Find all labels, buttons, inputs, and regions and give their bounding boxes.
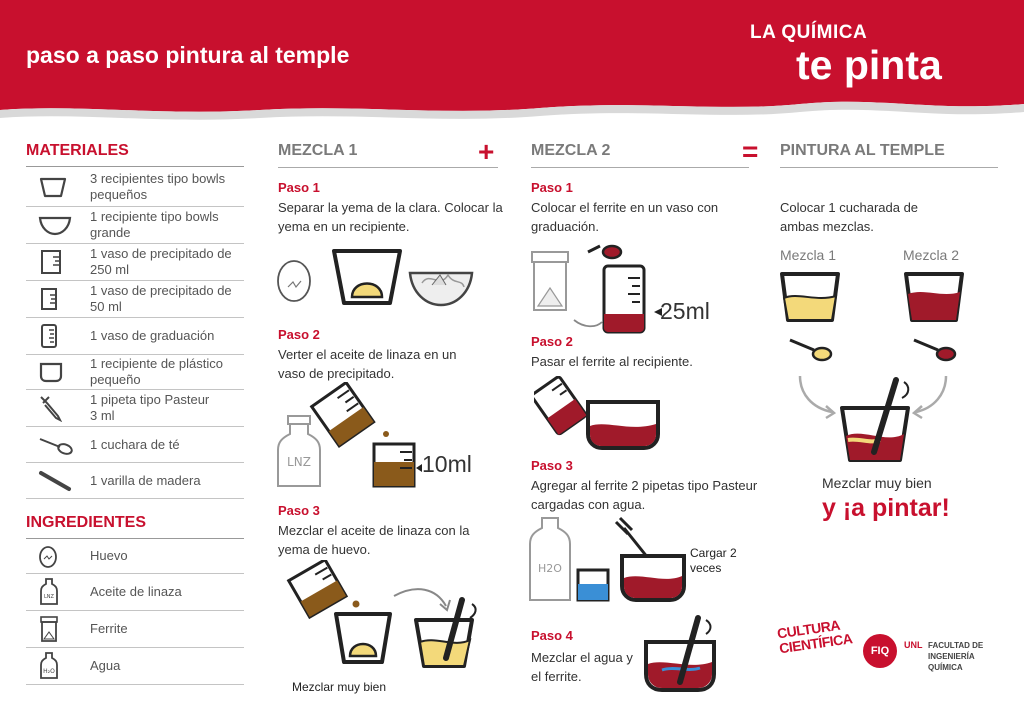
measure-25ml: 25ml [660,298,710,324]
ingredient-label: Huevo [90,548,128,563]
mixed-bowl-icon [842,380,908,460]
step-title: Paso 3 [278,503,320,518]
large-bowl-icon [38,214,72,236]
svg-text:H₂O: H₂O [43,668,55,675]
ingredient-row [26,610,244,647]
bowl-white-icon [410,273,472,305]
material-row [26,426,244,462]
bowl-yolk-icon [336,614,390,662]
plastic-container-icon [588,402,658,448]
material-row [26,354,244,389]
arrow-curve [394,589,446,606]
step3-illustration [286,560,506,680]
mezcla2-label: Mezcla 2 [903,247,960,263]
material-label: 1 varilla de madera [90,472,201,488]
divider [780,167,998,168]
m2-step3-illustration [528,514,688,604]
step-text: Agregar al ferrite 2 pipetas tipo Pasteur cargadas con agua. [531,478,758,512]
step-text: Pasar el ferrite al recipiente. [531,354,693,369]
ferrite-jar-icon [38,615,60,643]
mezclar-caption: Mezclar muy bien [292,680,387,694]
material-label: 1 recipiente de plástico pequeño [90,356,223,387]
svg-text:LNZ: LNZ [287,455,311,469]
step-title: Paso 4 [531,628,573,643]
egg-icon [38,543,58,569]
oil-bottle-icon [278,416,320,486]
step-text: Mezclar el agua y el ferrite. [531,650,633,684]
ingredient-row [26,573,244,610]
equals-operator: = [742,136,759,167]
plastic-container-icon [622,556,684,600]
graduated-cylinder-icon [38,322,60,350]
arrow-curve [574,320,602,326]
spoon-yellow-icon [790,340,831,360]
material-label: 1 vaso de precipitado de 250 ml [90,246,232,277]
water-bottle-icon [530,518,570,600]
step-title: Paso 1 [278,180,320,195]
bowl-yellow-icon [782,274,838,320]
water-bottle-icon [38,651,60,681]
step-text: Mezclar el aceite de linaza con la yema de huevo. [278,523,470,557]
wooden-stick-icon [38,470,72,492]
material-label: 3 recipientes tipo bowls pequeños [90,170,226,202]
material-row [26,280,244,317]
pouring-cylinder-icon [534,376,587,435]
ingredientes-heading: INGREDIENTES [26,514,147,531]
material-label: 1 recipiente tipo bowls grande [90,209,219,240]
page-title: paso a paso pintura al temple [26,42,350,68]
oil-drop [383,431,389,437]
step-text: Separar la yema de la clara. Colocar la yema en un recipiente. [278,200,503,234]
plus-operator: + [478,136,495,167]
final-big: y ¡a pintar! [822,494,950,522]
cargar-label: Cargar 2 veces [690,546,737,575]
ingredient-label: Agua [90,658,121,673]
material-row [26,206,244,243]
material-label: 1 vaso de graduación [90,328,215,343]
unl-label: UNL [904,640,923,650]
m2-step4-illustration [640,612,720,696]
step-title: Paso 2 [531,334,573,349]
teaspoon-icon [38,435,74,455]
plastic-container-icon [38,361,64,383]
svg-text:H2O: H2O [538,562,562,575]
m2-step2-illustration [534,376,664,451]
step2-illustration [276,382,426,492]
cultura-cientifica-text: CULTURA CIENTÍFICA [776,616,854,657]
ferrite-jar-icon [532,252,568,310]
ingredient-row [26,647,244,685]
svg-text:LNZ: LNZ [44,594,54,600]
step1-illustration [272,245,477,313]
brand-line-2: te pinta [796,42,942,88]
m2-step1-illustration [528,240,668,335]
pouring-beaker-icon [312,383,374,446]
step-text: Verter el aceite de linaza en un vaso de precipitado. [278,347,457,381]
beaker-50-icon [38,286,60,312]
spoon-icon [588,246,621,258]
beaker-50-icon [374,444,414,486]
fiq-logo: FIQ [863,634,897,668]
material-row [26,243,244,280]
step-title: Paso 3 [531,458,573,473]
material-row [26,389,244,426]
mezcla1-heading: MEZCLA 1 [278,142,358,159]
measure-10ml: 10ml [422,451,472,477]
step-title: Paso 2 [278,327,320,342]
spoon-red-icon [914,340,955,360]
material-row [26,167,244,206]
bowl-red-icon [906,274,962,320]
step-text: Colocar el ferrite en un vaso con graduación. [531,200,719,234]
brand-line-1: LA QUÍMICA [750,22,868,43]
mezcla1-label: Mezcla 1 [780,247,837,263]
pintura-intro: Colocar 1 cucharada de ambas mezclas. [780,200,919,234]
materiales-heading: MATERIALES [26,142,129,159]
divider [531,167,749,168]
small-bowl-icon [38,175,68,199]
material-label: 1 cuchara de té [90,436,180,452]
graduated-cylinder-icon [604,266,644,332]
bowl-yolk-icon [334,251,400,303]
ingredient-label: Aceite de linaza [90,584,182,599]
ingredient-row [26,539,244,573]
divider [278,167,498,168]
pipette-icon [38,394,62,422]
egg-icon [278,261,310,301]
material-row [26,462,244,499]
facultad-label: FACULTAD DE INGENIERÍA QUÍMICA [928,641,984,672]
step-title: Paso 1 [531,180,573,195]
material-label: 1 vaso de precipitado de 50 ml [90,283,232,314]
pintura-illustration [776,268,976,468]
mixed-bowl-icon [646,618,714,690]
mezcla2-heading: MEZCLA 2 [531,142,611,159]
material-label: 1 pipeta tipo Pasteur 3 ml [90,392,210,423]
oil-bottle-icon [38,577,60,607]
pouring-beaker-icon [289,560,346,617]
final-text: Mezclar muy bien [822,475,932,491]
material-row [26,317,244,354]
beaker-250-icon [38,248,64,276]
pintura-heading: PINTURA AL TEMPLE [780,142,945,159]
water-glass-icon [578,570,608,600]
cultura-cientifica-logo [776,616,854,682]
ingredient-label: Ferrite [90,621,128,636]
